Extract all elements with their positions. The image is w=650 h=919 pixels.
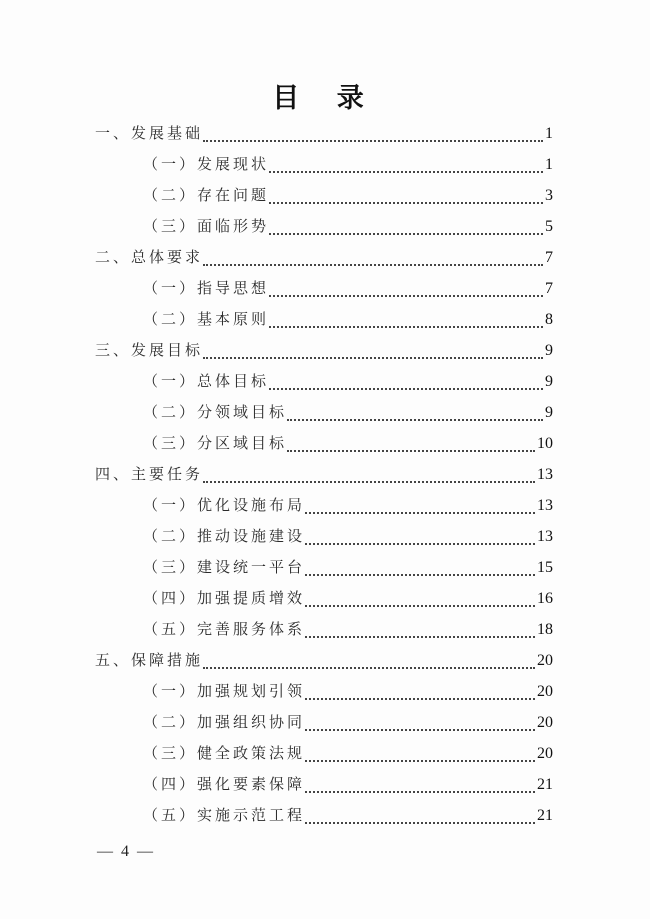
toc-entry[interactable]: [95, 335, 553, 366]
toc-entry-label: （三）分区域目标: [143, 434, 288, 452]
toc-entry-label: （一）加强规划引领: [143, 682, 306, 700]
toc-entry[interactable]: [95, 211, 553, 242]
dot-leader: [203, 140, 543, 142]
toc-entry-page: 1: [545, 125, 553, 142]
dot-leader: [305, 729, 535, 731]
toc-entry[interactable]: [95, 676, 553, 707]
toc-entry-page: 10: [537, 435, 553, 452]
toc-entry[interactable]: [95, 242, 553, 273]
dot-leader: [269, 171, 543, 173]
dot-leader: [287, 419, 543, 421]
toc-entry[interactable]: [95, 552, 553, 583]
page-title: 目 录: [272, 83, 378, 114]
toc-entry-page: 20: [537, 683, 553, 700]
toc-entry[interactable]: [95, 304, 553, 335]
table-of-contents: [95, 118, 553, 831]
toc-entry-label: （一）总体目标: [143, 372, 270, 390]
dot-leader: [269, 326, 543, 328]
toc-entry[interactable]: [95, 583, 553, 614]
toc-entry[interactable]: [95, 614, 553, 645]
toc-entry-page: 13: [537, 466, 553, 483]
toc-entry[interactable]: [95, 180, 553, 211]
toc-entry-page: 13: [537, 497, 553, 514]
toc-entry[interactable]: [95, 707, 553, 738]
toc-entry-page: 7: [545, 249, 553, 266]
toc-entry-label: 一、发展基础: [95, 124, 204, 142]
dot-leader: [305, 636, 535, 638]
toc-entry-label: （四）加强提质增效: [143, 589, 306, 607]
dot-leader: [269, 388, 543, 390]
toc-entry-label: 三、发展目标: [95, 341, 204, 359]
toc-entry[interactable]: [95, 738, 553, 769]
dot-leader: [305, 698, 535, 700]
toc-entry[interactable]: [95, 397, 553, 428]
toc-entry-label: （二）存在问题: [143, 186, 270, 204]
toc-entry-page: 16: [537, 590, 553, 607]
toc-entry[interactable]: [95, 769, 553, 800]
toc-entry-page: 3: [545, 187, 553, 204]
toc-entry[interactable]: [95, 149, 553, 180]
toc-entry-label: 四、主要任务: [95, 465, 204, 483]
dot-leader: [305, 760, 535, 762]
toc-entry-page: 9: [545, 404, 553, 421]
toc-entry-label: （二）推动设施建设: [143, 527, 306, 545]
toc-entry-page: 20: [537, 714, 553, 731]
toc-entry-page: 18: [537, 621, 553, 638]
toc-entry-label: （一）发展现状: [143, 155, 270, 173]
toc-entry[interactable]: [95, 521, 553, 552]
dot-leader: [305, 574, 535, 576]
toc-entry-label: 二、总体要求: [95, 248, 204, 266]
toc-entry-label: （一）优化设施布局: [143, 496, 306, 514]
toc-entry-page: 9: [545, 342, 553, 359]
toc-entry-page: 21: [537, 776, 553, 793]
dot-leader: [269, 202, 543, 204]
toc-entry[interactable]: [95, 428, 553, 459]
toc-entry-page: 7: [545, 280, 553, 297]
toc-entry-page: 20: [537, 652, 553, 669]
toc-entry[interactable]: [95, 118, 553, 149]
toc-entry[interactable]: [95, 459, 553, 490]
dot-leader: [203, 357, 543, 359]
toc-entry-label: （五）完善服务体系: [143, 620, 306, 638]
page-number-footer: — 4 —: [97, 843, 153, 860]
dot-leader: [269, 295, 543, 297]
dot-leader: [287, 450, 535, 452]
toc-entry-label: （四）强化要素保障: [143, 775, 306, 793]
toc-entry-page: 20: [537, 745, 553, 762]
toc-entry[interactable]: [95, 366, 553, 397]
dot-leader: [203, 667, 535, 669]
toc-entry-label: （三）建设统一平台: [143, 558, 306, 576]
toc-entry-page: 15: [537, 559, 553, 576]
dot-leader: [305, 605, 535, 607]
dot-leader: [203, 264, 543, 266]
toc-entry[interactable]: [95, 645, 553, 676]
toc-entry-page: 5: [545, 218, 553, 235]
toc-entry-label: （五）实施示范工程: [143, 806, 306, 824]
toc-entry[interactable]: [95, 800, 553, 831]
toc-entry-page: 9: [545, 373, 553, 390]
toc-entry-label: （二）基本原则: [143, 310, 270, 328]
dot-leader: [305, 791, 535, 793]
dot-leader: [305, 822, 535, 824]
toc-entry-label: （三）面临形势: [143, 217, 270, 235]
toc-entry-label: （二）分领域目标: [143, 403, 288, 421]
toc-entry-label: （二）加强组织协同: [143, 713, 306, 731]
toc-entry-page: 21: [537, 807, 553, 824]
toc-entry-page: 8: [545, 311, 553, 328]
toc-entry-page: 1: [545, 156, 553, 173]
dot-leader: [305, 512, 535, 514]
dot-leader: [203, 481, 535, 483]
toc-entry-page: 13: [537, 528, 553, 545]
toc-entry[interactable]: [95, 273, 553, 304]
toc-entry[interactable]: [95, 490, 553, 521]
dot-leader: [269, 233, 543, 235]
toc-entry-label: 五、保障措施: [95, 651, 204, 669]
dot-leader: [305, 543, 535, 545]
toc-entry-label: （一）指导思想: [143, 279, 270, 297]
toc-entry-label: （三）健全政策法规: [143, 744, 306, 762]
